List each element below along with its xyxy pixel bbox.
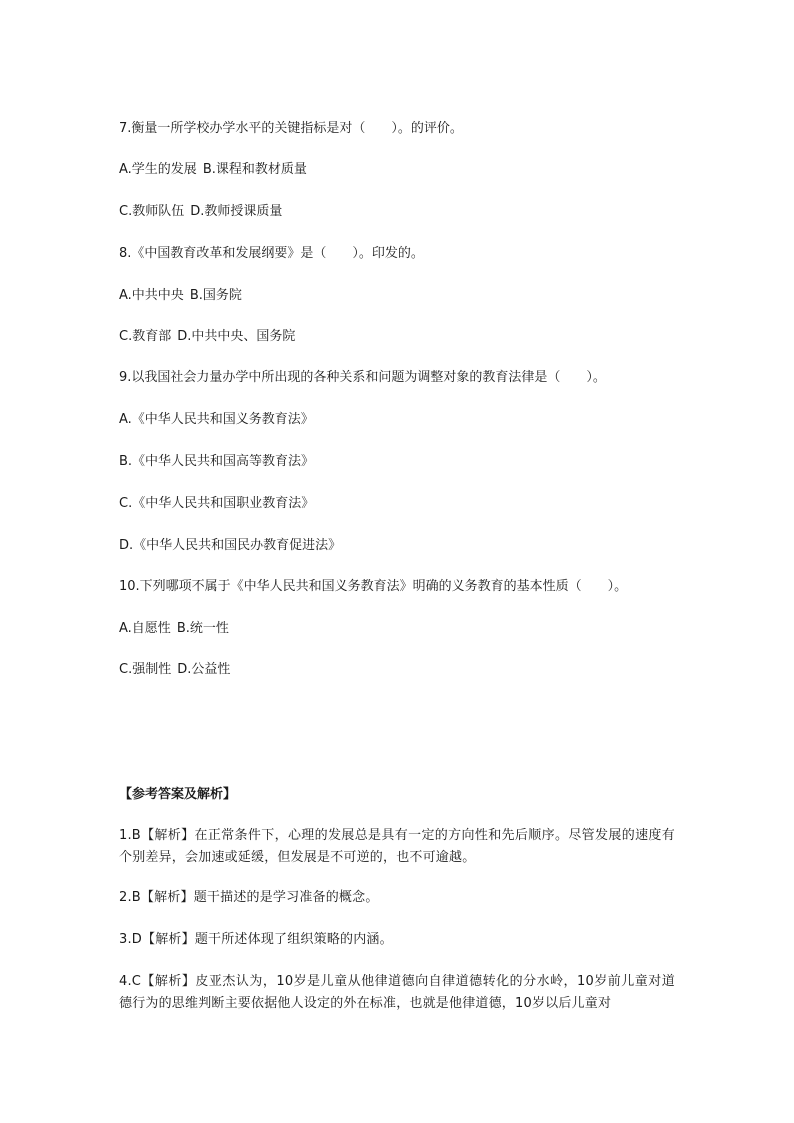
question-8-option-a: A.中共中央 xyxy=(119,288,184,303)
answer-3: 3.D【解析】题干所述体现了组织策略的内涵。 xyxy=(119,932,393,947)
question-9-option-c: C.《中华人民共和国职业教育法》 xyxy=(119,496,315,511)
answer-4: 4.C【解析】皮亚杰认为，10岁是儿童从他律道德向自律道德转化的分水岭，10岁前儿童对道德行为的思维判断主要依据他人设定的外在标准，也就是他律道德，10岁以后儿童对 xyxy=(119,974,675,1011)
question-7-option-b: B.课程和教材质量 xyxy=(202,162,307,177)
question-9-option-b: B.《中华人民共和国高等教育法》 xyxy=(119,454,315,469)
question-7-options-row-2 xyxy=(119,203,282,220)
question-10-option-a: A.自愿性 xyxy=(119,621,171,636)
answer-2: 2.B【解析】题干描述的是学习准备的概念。 xyxy=(119,890,379,905)
question-8-options-row-2 xyxy=(119,328,295,345)
question-7-option-c: C.教师队伍 xyxy=(119,204,185,219)
question-8-option-b: B.国务院 xyxy=(189,288,242,303)
question-10-options-row-2 xyxy=(119,661,230,678)
question-10-stem: 10.下列哪项不属于《中华人民共和国义务教育法》明确的义务教育的基本性质（ ）。 xyxy=(119,579,628,594)
question-8-option-d: D.中共中央、国务院 xyxy=(177,329,296,344)
answers-heading: 【参考答案及解析】 xyxy=(119,787,237,802)
question-8-option-c: C.教育部 xyxy=(119,329,172,344)
question-7-option-d: D.教师授课质量 xyxy=(190,204,283,219)
question-10-option-b: B.统一性 xyxy=(176,621,229,636)
question-8-stem: 8.《中国教育改革和发展纲要》是（ ）。印发的。 xyxy=(119,246,424,261)
question-9-option-a: A.《中华人民共和国义务教育法》 xyxy=(119,412,314,427)
question-7-options-row-1 xyxy=(119,161,307,178)
question-10-option-c: C.强制性 xyxy=(119,662,172,677)
question-10-option-d: D.公益性 xyxy=(177,662,231,677)
question-7-option-a: A.学生的发展 xyxy=(119,162,197,177)
question-9-stem: 9.以我国社会力量办学中所出现的各种关系和问题为调整对象的教育法律是（ ）。 xyxy=(119,370,606,385)
question-7-stem: 7.衡量一所学校办学水平的关键指标是对（ ）。的评价。 xyxy=(119,121,463,136)
answer-1: 1.B【解析】在正常条件下，心理的发展总是具有一定的方向性和先后顺序。尽管发展的速度有个别差异，会加速或延缓，但发展是不可逆的，也不可逾越。 xyxy=(119,828,675,865)
question-8-options-row-1 xyxy=(119,287,242,304)
question-10-options-row-1 xyxy=(119,620,229,637)
question-9-option-d: D.《中华人民共和国民办教育促进法》 xyxy=(119,538,342,553)
